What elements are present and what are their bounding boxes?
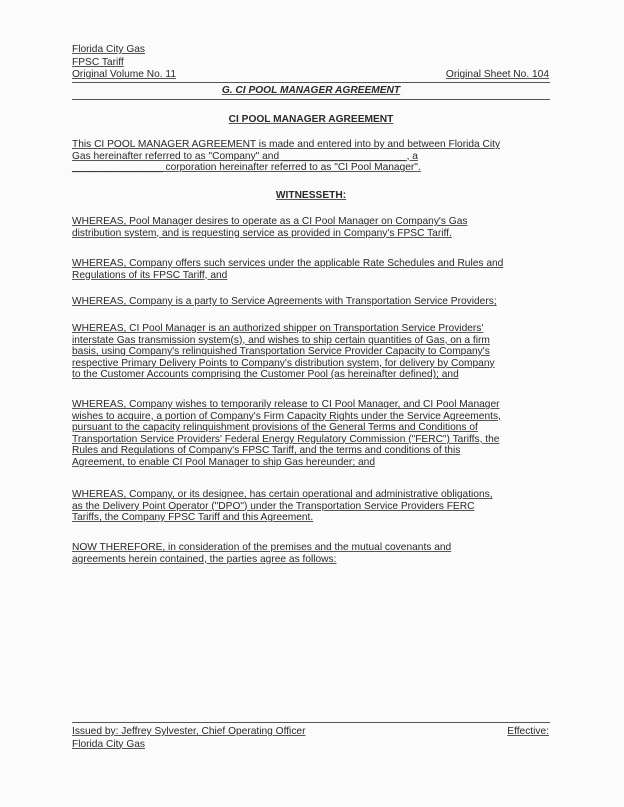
paragraph-line: WHEREAS, Company offers such services under the applicable Rate Schedules and Rules and: [72, 258, 504, 269]
whereas-paragraph-1: [72, 216, 550, 239]
whereas-paragraph-2: [72, 258, 550, 281]
intro-line: This CI POOL MANAGER AGREEMENT is made and entered into by and between Florida City: [72, 139, 501, 150]
intro-paragraph: [72, 139, 550, 174]
paragraph-line: WHEREAS, Pool Manager desires to operate as a CI Pool Manager on Company's Gas: [72, 216, 468, 227]
document-title: CI POOL MANAGER AGREEMENT: [228, 114, 394, 125]
whereas-paragraph-6: [72, 489, 550, 524]
paragraph-line: basis, using Company's relinquished Transportation Service Provider Capacity to Company's: [72, 346, 490, 358]
paragraph-line: as the Delivery Point Operator ("DPO") under the Transportation Service Providers FERC: [72, 500, 475, 512]
paragraph-line: Transportation Service Providers' Federal Energy Regulatory Commission ("FERC") Tariffs, the: [72, 433, 500, 445]
paragraph-line: wishes to acquire, a portion of Company's Firm Capacity Rights under the Service Agreements,: [72, 410, 501, 422]
paragraph-line: Agreement, to enable CI Pool Manager to ship Gas hereunder; and: [72, 456, 375, 468]
whereas-paragraph-5: [72, 399, 550, 469]
header-rule-top: [72, 82, 550, 83]
paragraph-line: respective Primary Delivery Points to Company's distribution system, for delivery by Company: [72, 357, 495, 369]
header-left: [72, 44, 176, 82]
section-title: G. CI POOL MANAGER AGREEMENT: [221, 85, 401, 96]
header-company: Florida City Gas: [72, 44, 146, 55]
footer-company: Florida City Gas: [72, 738, 146, 750]
witnesseth-heading: WITNESSETH:: [275, 190, 347, 201]
paragraph-line: pursuant to the capacity relinquishment provisions of the General Terms and Conditions of: [72, 422, 478, 434]
footer-effective: Effective:: [507, 726, 549, 737]
intro-line: ________________ corporation hereinafter referred to as "CI Pool Manager".: [72, 162, 421, 174]
paragraph-line: to the Customer Accounts comprising the Customer Pool (as hereinafter defined); and: [72, 369, 459, 381]
header-tariff: FPSC Tariff: [72, 56, 124, 68]
footer-rule: [72, 722, 550, 723]
intro-line: Gas hereinafter referred to as "Company" and ______________________, a: [72, 150, 418, 162]
paragraph-line: Rules and Regulations of Company's FPSC Tariff, and the terms and conditions of this: [72, 445, 461, 457]
paragraph-line: Tariffs, the Company FPSC Tariff and this Agreement.: [72, 512, 314, 524]
now-therefore-paragraph: [72, 542, 550, 565]
header-sheet-number: Original Sheet No. 104: [445, 69, 549, 80]
paragraph-line: WHEREAS, CI Pool Manager is an authorized shipper on Transportation Service Providers': [72, 323, 484, 334]
paragraph-line: agreements herein contained, the parties agree as follows:: [72, 553, 337, 565]
footer-left: [72, 726, 305, 751]
paragraph-line: NOW THEREFORE, in consideration of the premises and the mutual covenants and: [72, 542, 452, 553]
paragraph-line: interstate Gas transmission system(s), and wishes to ship certain quantities of Gas, on a firm: [72, 334, 490, 346]
paragraph-line: WHEREAS, Company is a party to Service Agreements with Transportation Service Providers;: [72, 296, 497, 307]
header-volume: Original Volume No. 11: [72, 69, 177, 80]
whereas-paragraph-4: [72, 323, 550, 381]
whereas-paragraph-3: [72, 296, 550, 308]
header-rule-bottom: [72, 99, 550, 100]
paragraph-line: WHEREAS, Company wishes to temporarily release to CI Pool Manager, and CI Pool Manager: [72, 399, 500, 410]
paragraph-line: distribution system, and is requesting service as provided in Company's FPSC Tariff.: [72, 227, 452, 239]
paragraph-line: Regulations of its FPSC Tariff, and: [72, 269, 228, 281]
footer-issued-by: Issued by: Jeffrey Sylvester, Chief Operating Officer: [72, 726, 306, 737]
paragraph-line: WHEREAS, Company, or its designee, has certain operational and administrative obligations,: [72, 489, 493, 500]
